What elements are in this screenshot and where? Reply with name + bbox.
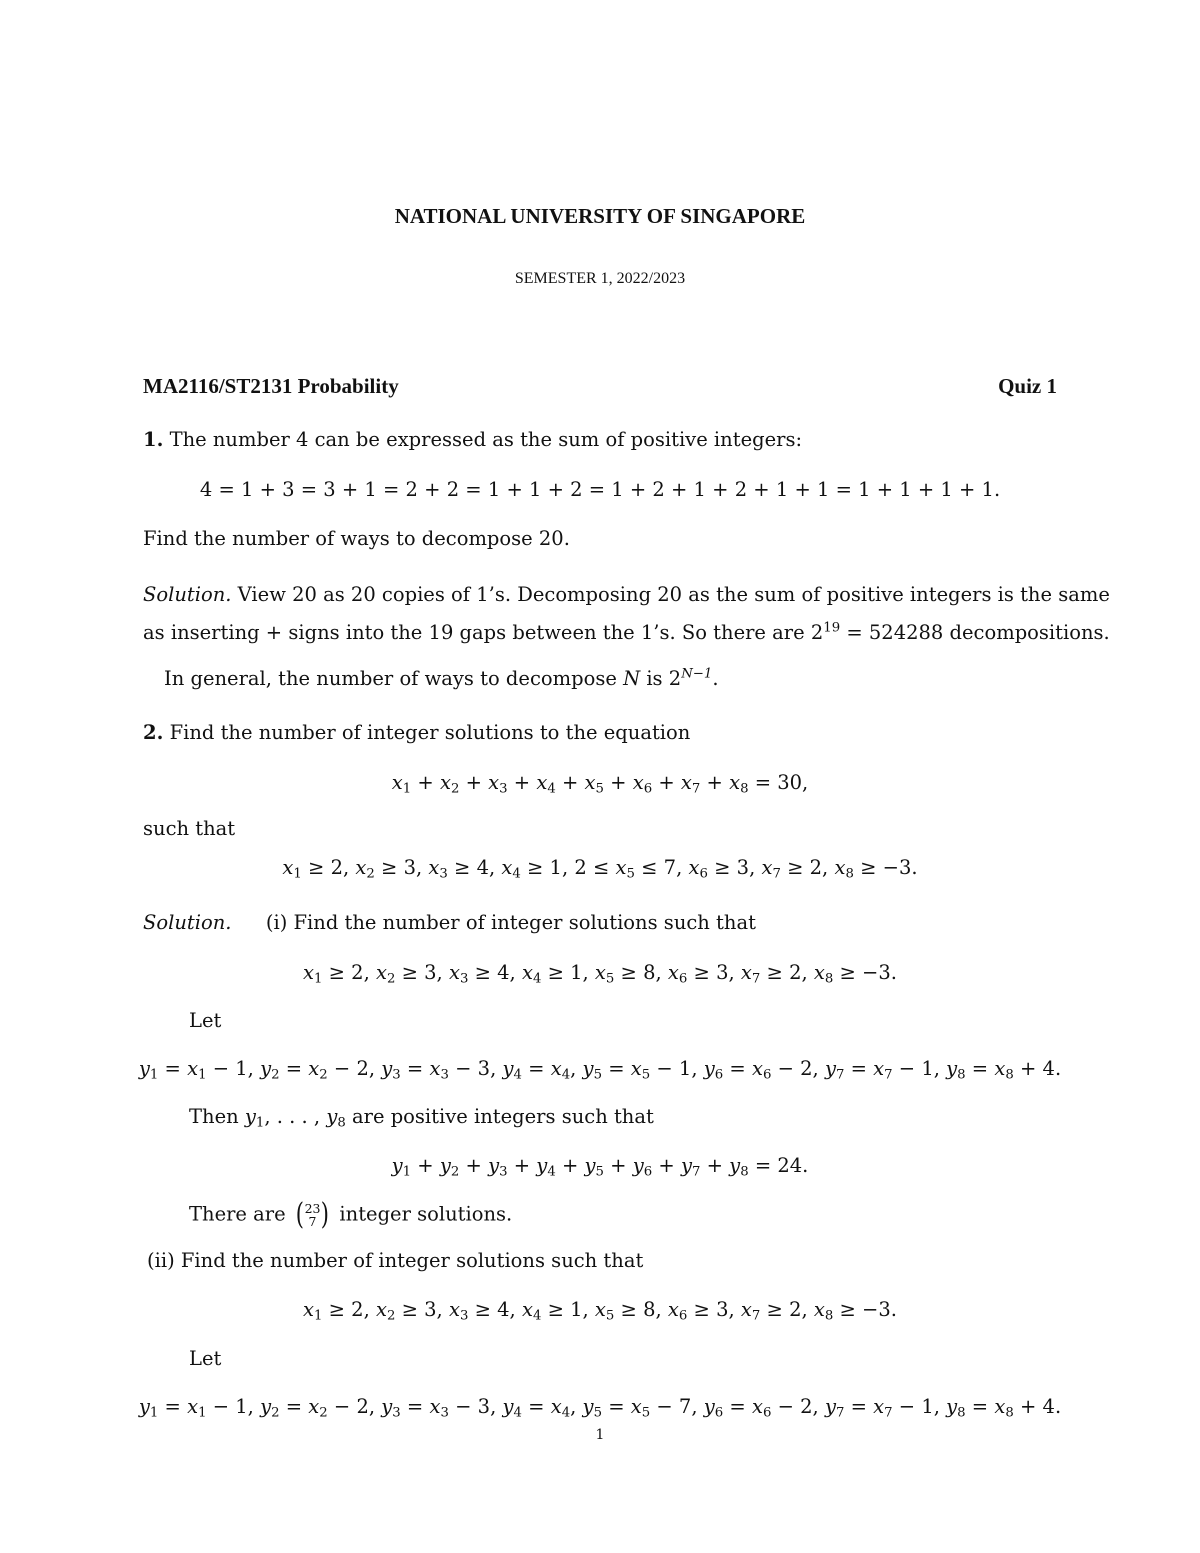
- equation-y-sum: $y_1 + y_2 + y_3 + y_4 + y_5 + y_6 + y_7 + y_8 = 24$.: [391, 1154, 809, 1180]
- question-number: 2.: [143, 721, 164, 744]
- constraints-q2: $x_1 \ge 2$, $x_2 \ge 3$, $x_3 \ge 4$, $x_4 \ge 1$, $2 \le x_5 \le 7$, $x_6 \ge 3$, $x_7 \ge 2$, $x_8 \ge -3$.: [282, 856, 918, 882]
- university-title: NATIONAL UNIVERSITY OF SINGAPORE: [394, 204, 806, 228]
- solution-text: as inserting + signs into the 19 gaps between the 1’s. So there are 2: [143, 621, 824, 644]
- exponent: 19: [823, 620, 841, 636]
- part-text: Find the number of integer solutions such that: [180, 1249, 644, 1272]
- question-1-task: Find the number of ways to decompose 20.: [143, 527, 570, 550]
- question-2: [143, 720, 690, 746]
- solution-label: Solution.: [143, 911, 232, 934]
- solution-label: Solution.: [143, 583, 232, 606]
- general-text: is 2: [640, 667, 682, 690]
- question-text: The number 4 can be expressed as the sum of positive integers:: [169, 428, 803, 451]
- solution-1-line-2: [143, 620, 1110, 646]
- part-label: (i): [265, 911, 288, 934]
- substitution-part-i: $y_1 = x_1 - 1$, $y_2 = x_2 - 2$, $y_3 = x_3 - 3$, $y_4 = x_4$, $y_5 = x_5 - 1$, $y_6 = x_6 - 2$, $y_7 = x_7 - 1$, $y_8 = x_8 + 4$.: [138, 1057, 1062, 1083]
- there-are-text: There are: [189, 1202, 292, 1226]
- let-label: Let: [189, 1009, 222, 1032]
- solution-2-part-i: [143, 910, 756, 936]
- binomial-coefficient: ( 23 7 ): [295, 1197, 330, 1232]
- solution-text: View 20 as 20 copies of 1’s. Decomposing 20 as the sum of positive integers is the same: [237, 583, 1110, 606]
- equation-q2: $x_1 + x_2 + x_3 + x_4 + x_5 + x_6 + x_7 + x_8 = 30$,: [391, 771, 809, 797]
- semester-label: SEMESTER 1, 2022/2023: [514, 270, 686, 287]
- solution-2-part-ii: [147, 1248, 643, 1274]
- page-number: 1: [595, 1427, 605, 1443]
- then-statement: [189, 1104, 654, 1130]
- question-number: 1.: [143, 428, 164, 451]
- binom-top: 23: [304, 1201, 321, 1216]
- then-text: are positive integers such that: [345, 1105, 654, 1128]
- let-label-2: Let: [189, 1347, 222, 1370]
- constraints-part-ii: $x_1 \ge 2$, $x_2 \ge 3$, $x_3 \ge 4$, $x_4 \ge 1$, $x_5 \ge 8$, $x_6 \ge 3$, $x_7 \ge 2$, $x_8 \ge -3$.: [302, 1298, 897, 1324]
- solution-1-line-1: [143, 582, 1110, 608]
- general-text: .: [712, 667, 719, 690]
- part-text: Find the number of integer solutions such that: [293, 911, 756, 934]
- general-text: In general, the number of ways to decompose: [164, 667, 624, 690]
- binom-bottom: 7: [308, 1214, 317, 1229]
- such-that-label: such that: [143, 817, 236, 840]
- y-range: $y_1$, . . . , $y_8$: [244, 1105, 346, 1131]
- general-statement: [164, 666, 719, 692]
- quiz-label: Quiz 1: [998, 374, 1057, 398]
- integer-solutions-text: integer solutions.: [333, 1202, 513, 1226]
- equation-q1: 4 = 1 + 3 = 3 + 1 = 2 + 2 = 1 + 1 + 2 = 1 + 2 + 1 + 2 + 1 + 1 = 1 + 1 + 1 + 1.: [199, 478, 1001, 501]
- part-label: (ii): [147, 1249, 175, 1272]
- substitution-part-ii: $y_1 = x_1 - 1$, $y_2 = x_2 - 2$, $y_3 = x_3 - 3$, $y_4 = x_4$, $y_5 = x_5 - 7$, $y_6 = x_6 - 2$, $y_7 = x_7 - 1$, $y_8 = x_8 + 4$.: [138, 1395, 1062, 1421]
- solution-text: = 524288 decompositions.: [840, 621, 1110, 644]
- question-1: [143, 427, 802, 453]
- then-text: Then: [189, 1105, 245, 1128]
- there-are-statement: [189, 1197, 513, 1232]
- constraints-part-i: $x_1 \ge 2$, $x_2 \ge 3$, $x_3 \ge 4$, $x_4 \ge 1$, $x_5 \ge 8$, $x_6 \ge 3$, $x_7 \ge 2$, $x_8 \ge -3$.: [302, 961, 897, 987]
- course-title: MA2116/ST2131 Probability: [143, 374, 399, 398]
- variable-n: N: [623, 667, 641, 690]
- question-text: Find the number of integer solutions to the equation: [169, 721, 691, 744]
- exponent: N−1: [681, 666, 713, 682]
